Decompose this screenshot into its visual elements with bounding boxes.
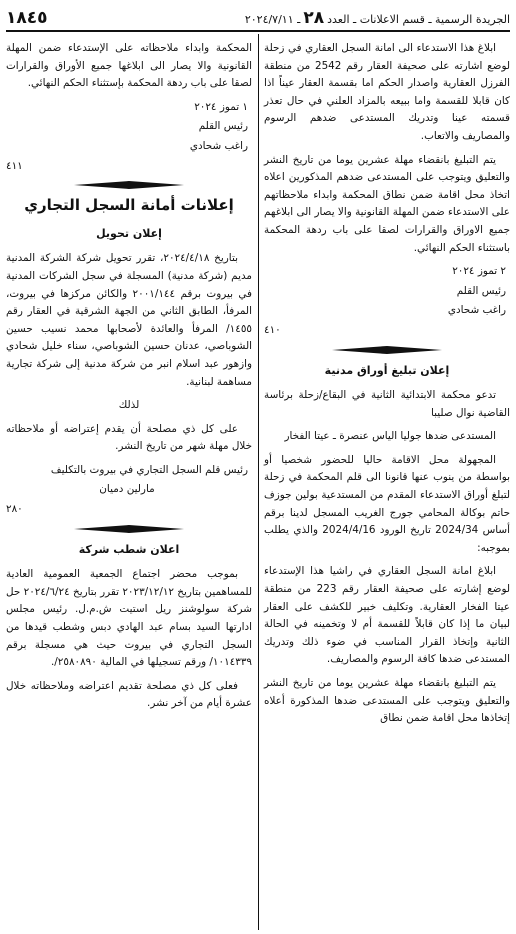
signature-title: رئيس القلم (456, 284, 506, 297)
notice-paragraph: فعلى كل ذي مصلحة تقديم اعتراضه وملاحظاته خلال عشرة أيام من آخر نشر. (6, 679, 252, 710)
signature-name: راغب شحادي (447, 304, 506, 317)
left-column (6, 40, 252, 934)
header-date: ـ ٢٠٢٤/٧/١١ (244, 13, 301, 26)
page-header (6, 6, 510, 32)
signature-date: ١ تموز ٢٠٢٤ (194, 100, 248, 113)
separator-ornament (6, 525, 252, 533)
signature-name: راغب شحادي (189, 139, 248, 152)
notice-paragraph: بموجب محضر اجتماع الجمعية العمومية العادية للمساهمين بتاريخ ٢٠٢٣/١٢/١٢ تقرر بتاريخ ٢٠٢٤/٦/٢٤ حل شركة سولوشنز ريل استيت ش.م.ل. رئيس مجلس ادارتها السيد بسام عبد الهادي دبس وشطب قيدها من السجل التجاري في بيروت حيث هي مسجلة برقم ١٠١٤٣٣٩/ ورقم تسجيلها في المالية ٢٥٨٠٨٩٠/. (6, 568, 252, 669)
signature-date: ٢ تموز ٢٠٢٤ (452, 265, 506, 278)
notice-paragraph: المجهولة محل الاقامة حاليا للحضور شخصيا أو بواسطة من ينوب عنها قانونا الى قلم المحكمة في زحلة لتبلغ أوراق الاستدعاء المقدم من المستدعية بولين جوزف حاتم بوكالة المحامي جورج الغريب المسجل لدينا برقم أساس 2024/34 تاريخ الورود 2024/4/16 والذي يطلب بموجبه: (264, 453, 511, 554)
notice-paragraph: يتم التبليغ بانقضاء مهلة عشرين يوما من تاريخ النشر والتعليق ويتوجب على المستدعى ضدها المذكورة أعلاه إتخاذها محل اقامة ضمن نطاق (264, 677, 510, 725)
notice-paragraph: تدعو محكمة الابتدائية الثانية في البقاع/زحلة برئاسة القاضية نوال صليبا (264, 389, 510, 419)
separator-ornament (264, 346, 510, 354)
signature-title: رئيس قلم السجل التجاري في بيروت بالتكليف (50, 463, 248, 476)
column-divider (258, 34, 259, 930)
header-publication: الجريدة الرسمية ـ قسم الاعلانات ـ العدد (327, 13, 510, 26)
notice-paragraph: المحكمة وابداء ملاحظاته على الإستدعاء ضمن المهلة القانونية والا يصار الى ابلاغها جميع الأوراق والقرارات لصقا على باب ردهة المحكمة بإستثناء الحكم النهائي. (6, 42, 252, 90)
notice-paragraph: على كل ذي مصلحة أن يقدم إعتراضه أو ملاحظاته خلال مهلة شهر من تاريخ النشر. (6, 422, 252, 453)
signature-title: رئيس القلم (198, 120, 248, 133)
notice-number: ٤١١ (6, 159, 23, 172)
section-title: إعلانات أمانة السجل التجاري (24, 196, 234, 215)
page-number: ١٨٤٥ (6, 8, 48, 28)
header-title (245, 8, 510, 28)
notice-paragraph: بتاريخ ٢٠٢٤/٤/١٨، تقرر تحويل شركة الشركة المدنية مديم (شركة مدنية) المسجلة في سجل الشركات المدنية في بيروت برقم ٢٠٠١/١٤٤ والكائن مركزها في بيروت، المرفأ، الطابق الثاني من الجهة الشرقية في العقار رقم ١٤٥٥/ المرفأ والعائدة لأصحابها محمد نسيب حسين الشوباصي، عدنان حسين الشوباصي، سناء خليل شحادي وازهور عبد اسلام انبر من شركة مدنية إلى شركة تجارية مساهمة لبنانية. (6, 252, 252, 388)
notice-heading: إعلان تبليغ أوراق مدنية (324, 363, 450, 377)
notice-heading: إعلان تحويل (96, 226, 162, 240)
separator-ornament (6, 181, 252, 189)
notice-heading: اعلان شطب شركة (78, 542, 180, 556)
header-issue-number: ٢٨ (303, 8, 325, 28)
notice-number: ٢٨٠ (6, 503, 23, 516)
notice-paragraph: ابلاغ هذا الاستدعاء الى امانة السجل العقاري في زحلة لوضع اشارته على صحيفة العقار رقم 2542 من منطقة الفرزل العقارية واصدار الحكم اما بقسمة العقار عيناً اذا كان قابلا للقسمة واما ببيعه بالمزاد العلني في حال تعذر قسمته عينا وتدريك المستدعى ضدهم الرسوم والمصاريف والاتعاب. (264, 42, 510, 142)
notice-paragraph: ابلاغ امانة السجل العقاري في راشيا هذا الإستدعاء لوضع إشارته على صحيفة العقار رقم 223 من منطقة عيتا الفخار العقارية. وتكليف خبير للكشف على العقار لبيان ما إذا كان قابلاً للقسمة أم لا وتخمينه في الحالة الثانية وإتخاذ القرار المناسب في ضوء ذلك وتدريك المستدعى ضدها كافة الرسوم والمصاريف. (264, 565, 510, 666)
signature-name: مارلين دميان (99, 483, 155, 496)
notice-paragraph: يتم التبليغ بانقضاء مهلة عشرين يوما من تاريخ النشر والتعليق ويتوجب على المستدعى ضدهم المذكورين اعلاه اتخاذ محل اقامة ضمن نطاق المحكمة وابداء ملاحظاتهم على الاستدعاء ضمن المهلة القانونية والا يصار الى ابلاغهم جميع الاوراق والقرارات لصقا على باب ردهة المحكمة باستثناء الحكم النهائي. (264, 153, 510, 254)
notice-number: ٤١٠ (264, 323, 281, 336)
notice-paragraph: المستدعى ضدها جوليا الياس عنصرة ـ عيتا الفخار (284, 430, 496, 443)
notice-paragraph: لذلك (118, 399, 140, 412)
right-column (264, 40, 510, 934)
